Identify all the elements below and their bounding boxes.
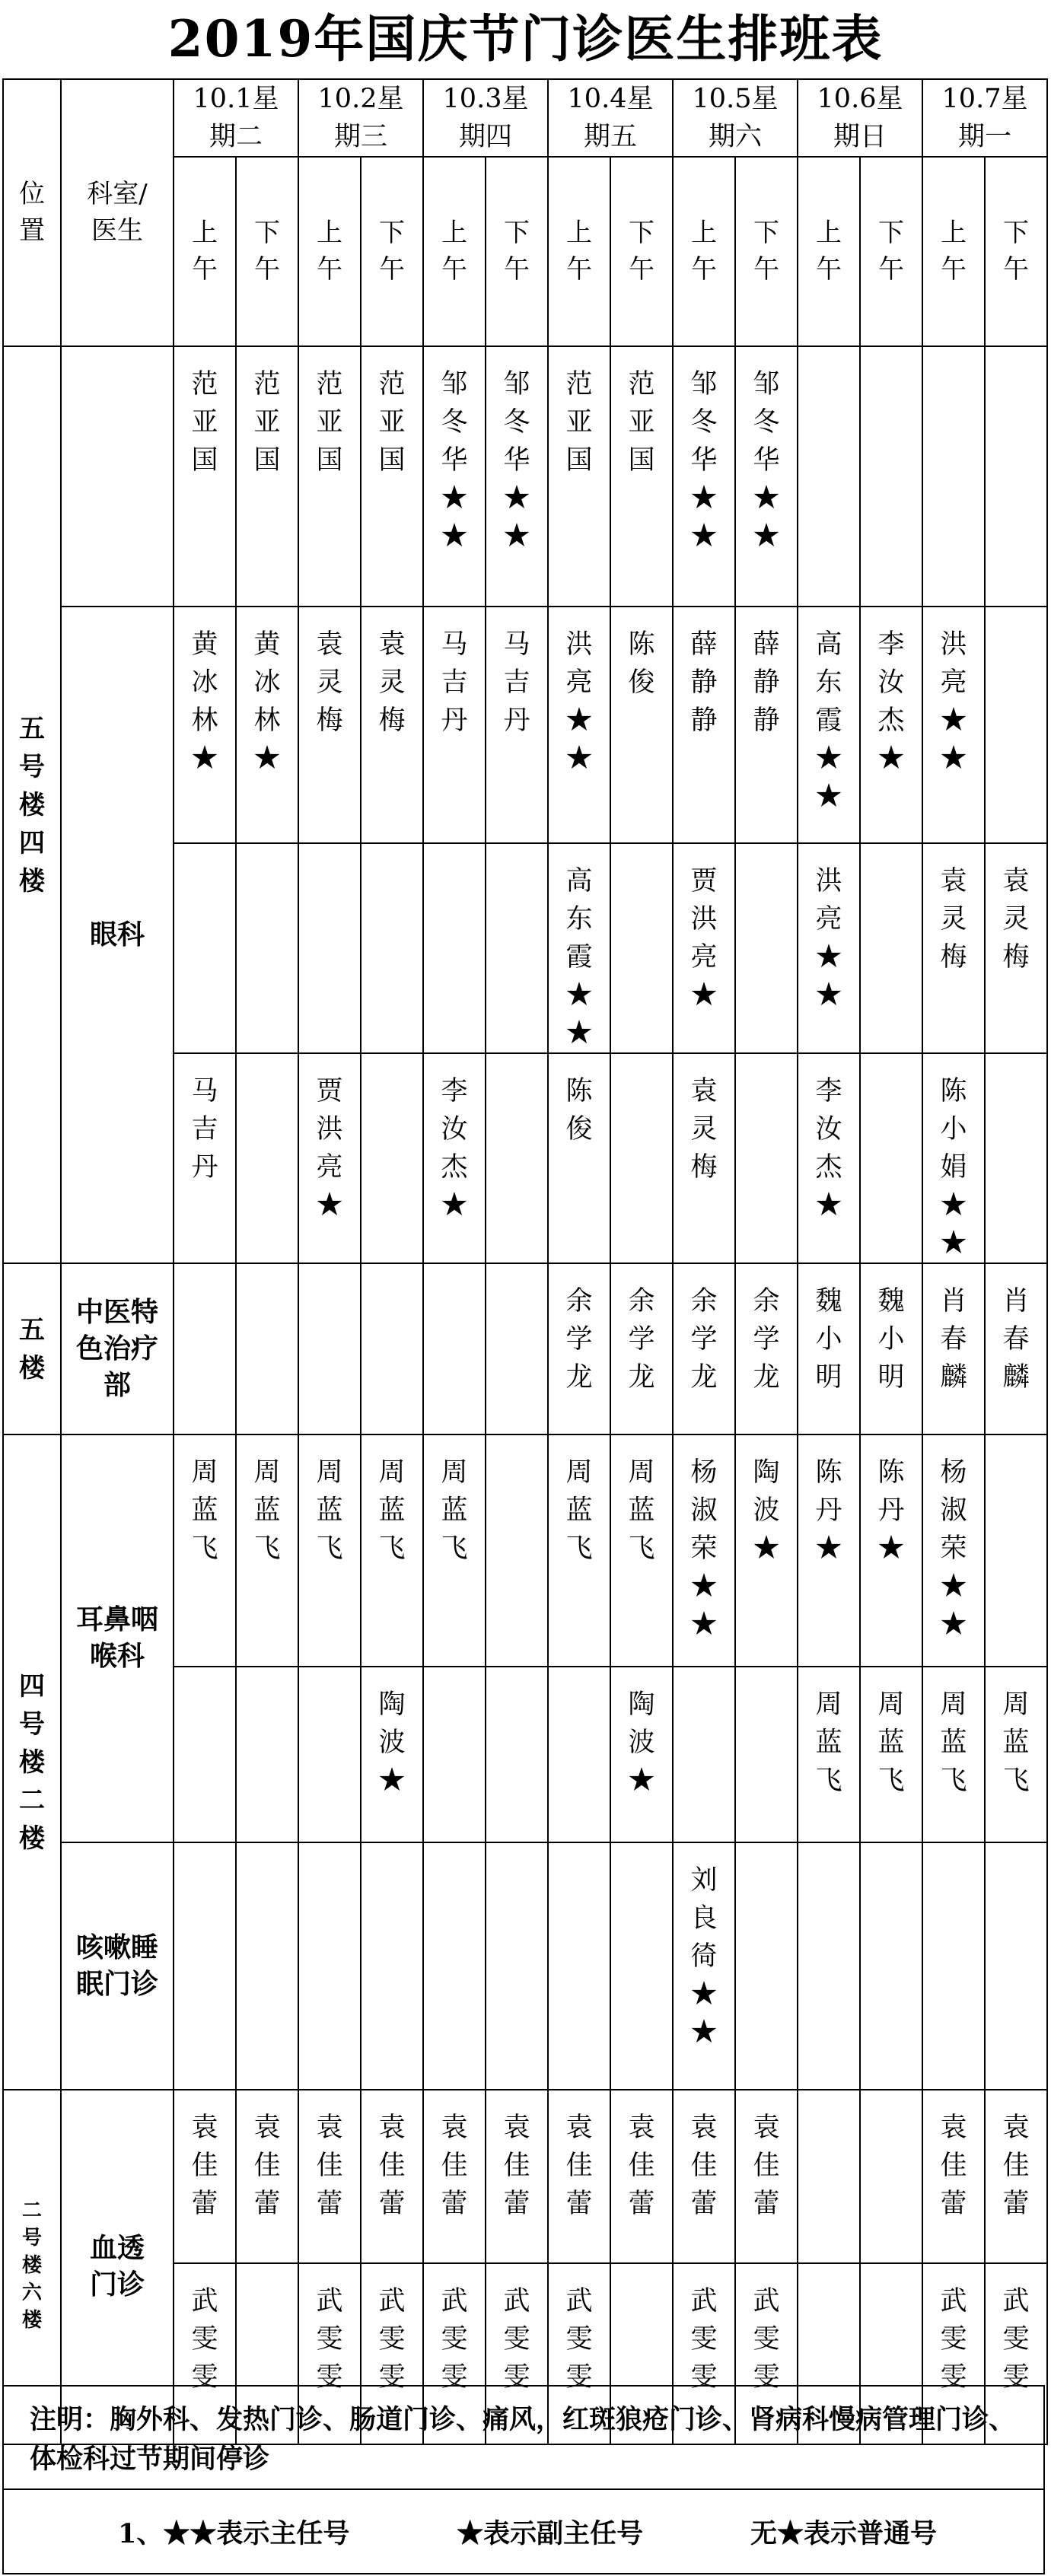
schedule-cell: 袁佳蕾: [174, 2090, 236, 2263]
schedule-cell: [361, 843, 423, 1053]
schedule-cell: 袁佳蕾: [610, 2090, 673, 2263]
schedule-cell: 周蓝飞: [361, 1434, 423, 1667]
schedule-cell: 贾洪亮★: [673, 843, 735, 1053]
schedule-cell: 洪亮★★: [548, 607, 610, 843]
schedule-cell: [236, 843, 298, 1053]
schedule-cell: 武雯雯: [985, 2263, 1047, 2444]
header-position: 位置: [3, 79, 61, 346]
dept-cell: 眼科: [61, 607, 174, 1263]
location-cell: 五楼: [3, 1263, 61, 1434]
schedule-cell: 魏小明: [860, 1263, 922, 1434]
schedule-cell: 薛静静: [673, 607, 735, 843]
schedule-cell: [298, 1667, 361, 1842]
schedule-cell: [860, 1842, 922, 2090]
schedule-cell: [423, 843, 486, 1053]
schedule-cell: 袁佳蕾: [236, 2090, 298, 2263]
schedule-cell: [423, 1842, 486, 2090]
header-am-day-7: 上午: [922, 157, 985, 346]
schedule-cell: 武雯雯: [174, 2263, 236, 2444]
schedule-cell: 袁佳蕾: [298, 2090, 361, 2263]
schedule-cell: 肖春麟: [985, 1263, 1047, 1434]
schedule-cell: 周蓝飞: [798, 1667, 860, 1842]
schedule-cell: 肖春麟: [922, 1263, 985, 1434]
schedule-cell: 陶波★: [361, 1667, 423, 1842]
schedule-cell: 武雯雯: [548, 2263, 610, 2444]
schedule-cell: [735, 1053, 798, 1263]
schedule-cell: 余学龙: [735, 1263, 798, 1434]
schedule-cell: 周蓝飞: [922, 1667, 985, 1842]
header-day-4: 10.4星 期五: [548, 79, 673, 157]
header-day-5: 10.5星 期六: [673, 79, 798, 157]
header-am-day-1: 上午: [174, 157, 236, 346]
schedule-cell: 周蓝飞: [236, 1434, 298, 1667]
schedule-cell: [486, 1434, 548, 1667]
schedule-cell: [174, 1667, 236, 1842]
schedule-cell: 高东霞★★: [548, 843, 610, 1053]
schedule-cell: 周蓝飞: [298, 1434, 361, 1667]
schedule-cell: 袁灵梅: [673, 1053, 735, 1263]
schedule-cell: 陈小娟★★: [922, 1053, 985, 1263]
header-pm-day-6: 下午: [860, 157, 922, 346]
legend-deputy: ★表示副主任号: [457, 2517, 644, 2549]
schedule-cell: 武雯雯: [922, 2263, 985, 2444]
schedule-cell: [423, 1667, 486, 1842]
schedule-cell: 范亚国: [236, 346, 298, 607]
header-pm-day-3: 下午: [486, 157, 548, 346]
schedule-cell: 杨淑荣★★: [922, 1434, 985, 1667]
header-dept: 科室/医生: [61, 79, 174, 346]
schedule-cell: 杨淑荣★★: [673, 1434, 735, 1667]
schedule-cell: [361, 1263, 423, 1434]
schedule-cell: 范亚国: [361, 346, 423, 607]
schedule-cell: [860, 843, 922, 1053]
schedule-cell: [486, 1667, 548, 1842]
schedule-cell: [486, 1842, 548, 2090]
schedule-cell: 武雯雯: [361, 2263, 423, 2444]
schedule-cell: 武雯雯: [673, 2263, 735, 2444]
schedule-cell: 马吉丹: [174, 1053, 236, 1263]
schedule-cell: 贾洪亮★: [298, 1053, 361, 1263]
schedule-cell: 武雯雯: [423, 2263, 486, 2444]
schedule-cell: 袁佳蕾: [985, 2090, 1047, 2263]
schedule-cell: [174, 1263, 236, 1434]
schedule-cell: [174, 843, 236, 1053]
schedule-cell: 范亚国: [174, 346, 236, 607]
header-day-1: 10.1星 期二: [174, 79, 298, 157]
schedule-cell: 邹冬华★★: [486, 346, 548, 607]
schedule-cell: [298, 843, 361, 1053]
header-am-day-3: 上午: [423, 157, 486, 346]
schedule-cell: [735, 1842, 798, 2090]
schedule-cell: [735, 1667, 798, 1842]
schedule-cell: 袁佳蕾: [361, 2090, 423, 2263]
schedule-cell: 余学龙: [610, 1263, 673, 1434]
schedule-cell: [735, 843, 798, 1053]
schedule-cell: 范亚国: [610, 346, 673, 607]
schedule-cell: 邹冬华★★: [673, 346, 735, 607]
schedule-cell: 邹冬华★★: [735, 346, 798, 607]
schedule-cell: 范亚国: [298, 346, 361, 607]
schedule-cell: 李汝杰★: [798, 1053, 860, 1263]
legend-regular: 无★表示普通号: [750, 2517, 937, 2549]
schedule-cell: 周蓝飞: [860, 1667, 922, 1842]
schedule-cell: 陈俊: [548, 1053, 610, 1263]
note-text: 注明：胸外科、发热门诊、肠道门诊、痛风，红斑狼疮门诊、肾病科慢病管理门诊、体检科过节期间停诊: [2, 2385, 1045, 2490]
schedule-cell: [985, 1053, 1047, 1263]
schedule-cell: [860, 346, 922, 607]
schedule-cell: [922, 1842, 985, 2090]
legend-director: 1、★★表示主任号: [118, 2517, 350, 2549]
header-pm-day-7: 下午: [985, 157, 1047, 346]
schedule-cell: 陶波★: [735, 1434, 798, 1667]
schedule-cell: 袁佳蕾: [548, 2090, 610, 2263]
schedule-cell: 李汝杰★: [423, 1053, 486, 1263]
schedule-cell: [298, 1263, 361, 1434]
schedule-cell: 薛静静: [735, 607, 798, 843]
dept-cell: 中医特色治疗部: [61, 1263, 174, 1434]
schedule-cell: [236, 1842, 298, 2090]
schedule-cell: 刘良徛★★: [673, 1842, 735, 2090]
schedule-cell: 袁佳蕾: [922, 2090, 985, 2263]
schedule-cell: [486, 843, 548, 1053]
schedule-cell: [548, 1667, 610, 1842]
header-am-day-6: 上午: [798, 157, 860, 346]
schedule-cell: 袁佳蕾: [486, 2090, 548, 2263]
dept-cell: [61, 346, 174, 607]
schedule-cell: [236, 1053, 298, 1263]
location-cell: 二号楼六楼: [3, 2090, 61, 2444]
header-day-7: 10.7星 期一: [922, 79, 1047, 157]
schedule-cell: 陈丹★: [798, 1434, 860, 1667]
schedule-cell: 周蓝飞: [548, 1434, 610, 1667]
schedule-cell: 陶波★: [610, 1667, 673, 1842]
schedule-cell: 周蓝飞: [610, 1434, 673, 1667]
schedule-cell: [361, 1053, 423, 1263]
schedule-cell: 陈丹★: [860, 1434, 922, 1667]
header-pm-day-2: 下午: [361, 157, 423, 346]
schedule-cell: [486, 1053, 548, 1263]
schedule-cell: 余学龙: [548, 1263, 610, 1434]
schedule-table: [2, 78, 1048, 2445]
schedule-cell: 魏小明: [798, 1263, 860, 1434]
schedule-cell: 余学龙: [673, 1263, 735, 1434]
schedule-cell: 袁佳蕾: [673, 2090, 735, 2263]
schedule-cell: [610, 1842, 673, 2090]
schedule-cell: 武雯雯: [735, 2263, 798, 2444]
schedule-cell: 高东霞★★: [798, 607, 860, 843]
schedule-cell: 袁灵梅: [922, 843, 985, 1053]
schedule-cell: 洪亮★★: [922, 607, 985, 843]
schedule-cell: 袁灵梅: [985, 843, 1047, 1053]
schedule-cell: 周蓝飞: [985, 1667, 1047, 1842]
schedule-cell: [860, 1053, 922, 1263]
location-cell: 五号楼四楼: [3, 346, 61, 1263]
dept-cell: 耳鼻咽喉科: [61, 1434, 174, 1842]
header-pm-day-1: 下午: [236, 157, 298, 346]
header-day-3: 10.3星 期四: [423, 79, 548, 157]
schedule-cell: [361, 1842, 423, 2090]
schedule-cell: [486, 1263, 548, 1434]
schedule-cell: [798, 1842, 860, 2090]
schedule-cell: 袁灵梅: [361, 607, 423, 843]
schedule-cell: [673, 1667, 735, 1842]
legend: [2, 2488, 1045, 2574]
location-cell: 四号楼二楼: [3, 1434, 61, 2090]
schedule-cell: 武雯雯: [486, 2263, 548, 2444]
schedule-cell: [298, 1842, 361, 2090]
schedule-cell: [798, 2090, 860, 2263]
schedule-cell: 武雯雯: [298, 2263, 361, 2444]
schedule-cell: [985, 346, 1047, 607]
schedule-cell: 洪亮★★: [798, 843, 860, 1053]
dept-cell: 咳嗽睡眠门诊: [61, 1842, 174, 2090]
header-day-6: 10.6星 期日: [798, 79, 922, 157]
schedule-cell: 陈俊: [610, 607, 673, 843]
schedule-cell: 袁佳蕾: [735, 2090, 798, 2263]
schedule-cell: [610, 843, 673, 1053]
schedule-cell: 黄冰林★: [174, 607, 236, 843]
schedule-cell: [236, 1667, 298, 1842]
header-am-day-4: 上午: [548, 157, 610, 346]
page-title: 2019年国庆节门诊医生排班表: [167, 9, 884, 68]
schedule-cell: 邹冬华★★: [423, 346, 486, 607]
schedule-cell: 黄冰林★: [236, 607, 298, 843]
header-am-day-2: 上午: [298, 157, 361, 346]
schedule-cell: [985, 607, 1047, 843]
schedule-cell: [548, 1842, 610, 2090]
schedule-cell: [423, 1263, 486, 1434]
schedule-cell: 周蓝飞: [423, 1434, 486, 1667]
dept-cell: 血透门诊: [61, 2090, 174, 2444]
schedule-cell: 马吉丹: [486, 607, 548, 843]
header-pm-day-5: 下午: [735, 157, 798, 346]
schedule-cell: 袁灵梅: [298, 607, 361, 843]
schedule-cell: 马吉丹: [423, 607, 486, 843]
schedule-cell: 范亚国: [548, 346, 610, 607]
schedule-cell: [236, 1263, 298, 1434]
schedule-cell: [610, 1053, 673, 1263]
schedule-cell: [985, 1842, 1047, 2090]
schedule-cell: [922, 346, 985, 607]
header-day-2: 10.2星 期三: [298, 79, 423, 157]
schedule-cell: [174, 1842, 236, 2090]
schedule-cell: [985, 1434, 1047, 1667]
schedule-cell: 李汝杰★: [860, 607, 922, 843]
header-am-day-5: 上午: [673, 157, 735, 346]
schedule-cell: [798, 346, 860, 607]
schedule-cell: 周蓝飞: [174, 1434, 236, 1667]
header-pm-day-4: 下午: [610, 157, 673, 346]
schedule-cell: [860, 2090, 922, 2263]
schedule-cell: 袁佳蕾: [423, 2090, 486, 2263]
